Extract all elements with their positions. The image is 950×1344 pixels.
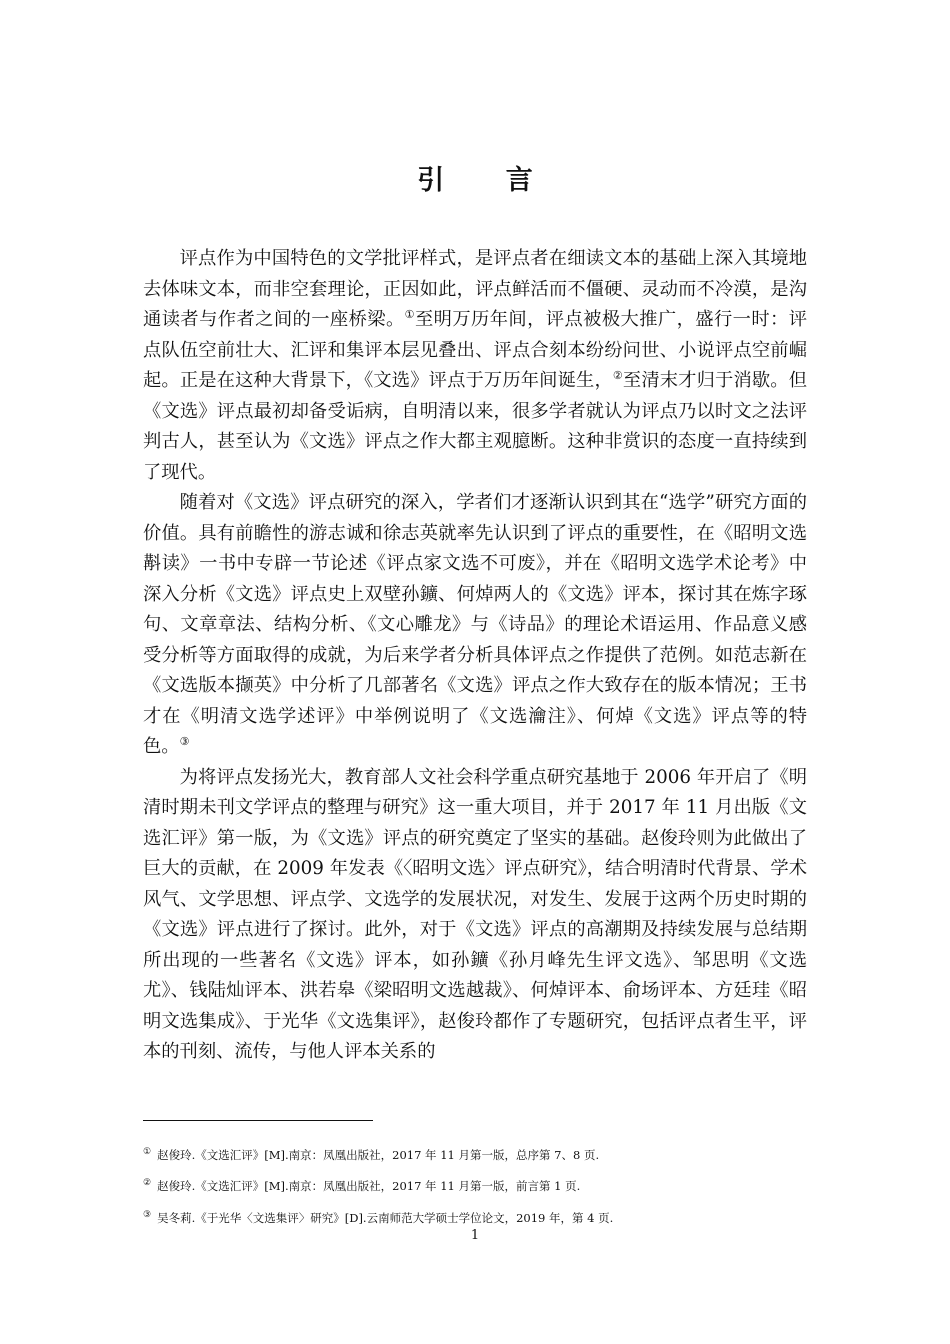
paragraph-text: 至清末才归于消歇。但《文选》评点最初却备受诟病，自明清以来，很多学者就认为评点乃以时文之法评判古人，甚至认为《文选》评点之作大都主观臆断。这种非赏识的态度一直持续到了现代。 (143, 370, 808, 483)
footnote-1 (143, 1144, 599, 1163)
paragraph-text: 为将评点发扬光大，教育部人文社会科学重点研究基地于 2006 年开启了《明清时期未刊文学评点的整理与研究》这一重大项目，并于 2017 年 11 月出版《文选汇评》第一版，为《文选》评点的研究奠定了坚实的基础。赵俊玲则为此做出了巨大的贡献，在 2009 年发表《〈昭明文选〉评点研究》，结合明清时代背景、学术风气、文学思想、评点学、文选学的发展状况，对发生、发展于这两个历史时期的《文选》评点进行了探讨。此外，对于《文选》评点的高潮期及持续发展与总结期所出现的一些著名《文选》评本，如孙鑛《孙月峰先生评文选》、邹思明《文选尤》、钱陆灿评本、洪若皋《梁昭明文选越裁》、何焯评本、俞场评本、方廷珪《昭明文选集成》、于光华《文选集评》，赵俊玲都作了专题研究，包括评点者生平，评本的刊刻、流传，与他人评本关系的 (143, 766, 807, 1062)
footnote-marker-1[interactable]: ① (404, 307, 415, 321)
footnote-3 (143, 1207, 613, 1226)
footnote-mark: ② (143, 1178, 152, 1188)
footnote-2 (143, 1175, 580, 1194)
paragraph-text: 至明万历年间，评点被极大推广，盛行一时：评点队伍空前壮大、汇评和集评本层见叠出、评点合刻本纷纷问世、小说评点空前崛起。正是在这种大背景下，《文选》评点于万历年间诞生， (143, 309, 808, 391)
paragraph-3 (143, 763, 807, 1068)
paragraph-2 (143, 488, 807, 763)
footnote-mark: ③ (143, 1210, 152, 1220)
page-title: 引 言 (417, 165, 559, 196)
footnote-mark: ① (143, 1147, 152, 1157)
footnote-divider (143, 1120, 373, 1121)
paragraph-text: 随着对《文选》评点研究的深入，学者们才逐渐认识到其在“选学”研究方面的价值。具有前瞻性的游志诚和徐志英就率先认识到了评点的重要性，在《昭明文选斠读》一书中专辟一节论述《评点家文选不可废》，并在《昭明文选学术论考》中深入分析《文选》评点史上双壁孙鑛、何焯两人的《文选》评本，探讨其在炼字琢句、文章章法、结构分析、《文心雕龙》与《诗品》的理论术语运用、作品意义感受分析等方面取得的成就，为后来学者分析具体评点之作提供了范例。如范志新在《文选版本撷英》中分析了几部著名《文选》评点之作大致存在的版本情况；王书才在《明清文选学述评》中举例说明了《文选瀹注》、何焯《文选》评点等的特色。 (143, 492, 807, 757)
page-number: 1 (470, 1228, 480, 1243)
footnote-text: 赵俊玲.《文选汇评》[M].南京：凤凰出版社，2017 年 11 月第一版，总序第 7、8 页. (157, 1147, 600, 1162)
footnote-text: 赵俊玲.《文选汇评》[M].南京：凤凰出版社，2017 年 11 月第一版，前言第 1 页. (157, 1178, 581, 1193)
footnote-marker-2[interactable]: ② (612, 368, 623, 382)
paragraph-1 (143, 244, 807, 488)
footnote-text: 吴冬莉.《于光华〈文选集评〉研究》[D].云南师范大学硕士学位论文，2019 年，第 4 页. (157, 1210, 614, 1225)
paragraph-text: 评点作为中国特色的文学批评样式，是评点者在细读文本的基础上深入其境地去体味文本，而非空套理论，正因如此，评点鲜活而不僵硬、灵动而不冷漠，是沟通读者与作者之间的一座桥梁。 (143, 248, 807, 330)
main-text (143, 244, 807, 1068)
footnote-marker-3[interactable]: ③ (179, 734, 190, 748)
